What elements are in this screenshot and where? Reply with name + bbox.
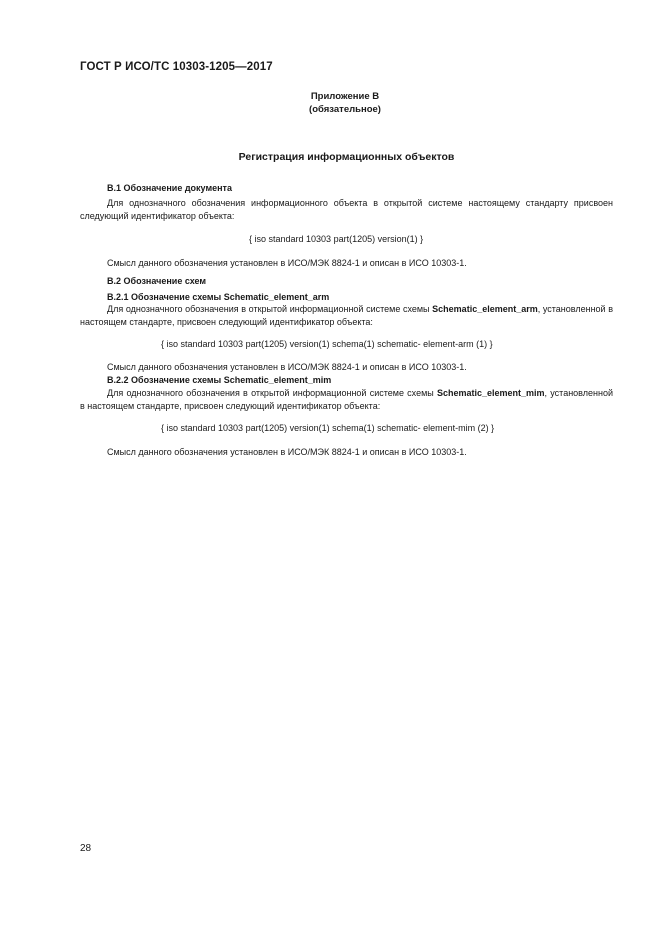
paragraph-b2-1 xyxy=(80,303,613,329)
paragraph-b2-2-text xyxy=(80,387,613,413)
paragraph-b1 xyxy=(80,197,613,223)
heading-b2-2: В.2.2 Обозначение схемы Schematic_element_mim xyxy=(107,375,332,385)
heading-b1: В.1 Обозначение документа xyxy=(107,183,232,193)
paragraph-b2-1-text xyxy=(80,303,613,329)
paragraph-b2-2-before: Для однозначного обозначения в открытой информационной системе схемы xyxy=(107,388,437,398)
document-header: ГОСТ Р ИСО/ТС 10303-1205—2017 xyxy=(80,61,273,73)
paragraph-b2-2 xyxy=(80,387,613,413)
heading-b2-1: В.2.1 Обозначение схемы Schematic_element_arm xyxy=(107,292,330,302)
meaning-b1: Смысл данного обозначения установлен в ИСО/МЭК 8824-1 и описан в ИСО 10303-1. xyxy=(107,258,467,268)
page-number: 28 xyxy=(80,843,92,854)
paragraph-b1-text: Для однозначного обозначения информационного объекта в открытой системе настоящему стандарту присвоен следующий идентификатор объекта: xyxy=(80,198,613,221)
identifier-b1: { iso standard 10303 part(1205) version(1) } xyxy=(249,234,424,244)
meaning-b2-2: Смысл данного обозначения установлен в ИСО/МЭК 8824-1 и описан в ИСО 10303-1. xyxy=(107,447,467,457)
identifier-b2-2: { iso standard 10303 part(1205) version(1) schema(1) schematic- element-mim (2) } xyxy=(161,423,495,433)
identifier-b2-1: { iso standard 10303 part(1205) version(1) schema(1) schematic- element-arm (1) } xyxy=(161,339,493,349)
heading-b2: В.2 Обозначение схем xyxy=(107,276,207,286)
paragraph-b2-2-after: , установленной в настоящем стандарте, присвоен следующий идентификатор объекта: xyxy=(80,388,613,411)
annex-title: Приложение В xyxy=(310,91,380,102)
section-title: Регистрация информационных объектов xyxy=(238,151,455,163)
paragraph-b2-1-before: Для однозначного обозначения в открытой информационной системе схемы xyxy=(107,304,433,314)
schema-name-mim: Schematic_element_mim xyxy=(436,388,545,398)
schema-name-arm: Schematic_element_arm xyxy=(432,304,538,314)
paragraph-b2-1-after: , установленной в настоящем стандарте, присвоен следующий идентификатор объекта: xyxy=(80,304,613,327)
meaning-b2-1: Смысл данного обозначения установлен в ИСО/МЭК 8824-1 и описан в ИСО 10303-1. xyxy=(107,362,467,372)
annex-status: (обязательное) xyxy=(309,104,381,115)
